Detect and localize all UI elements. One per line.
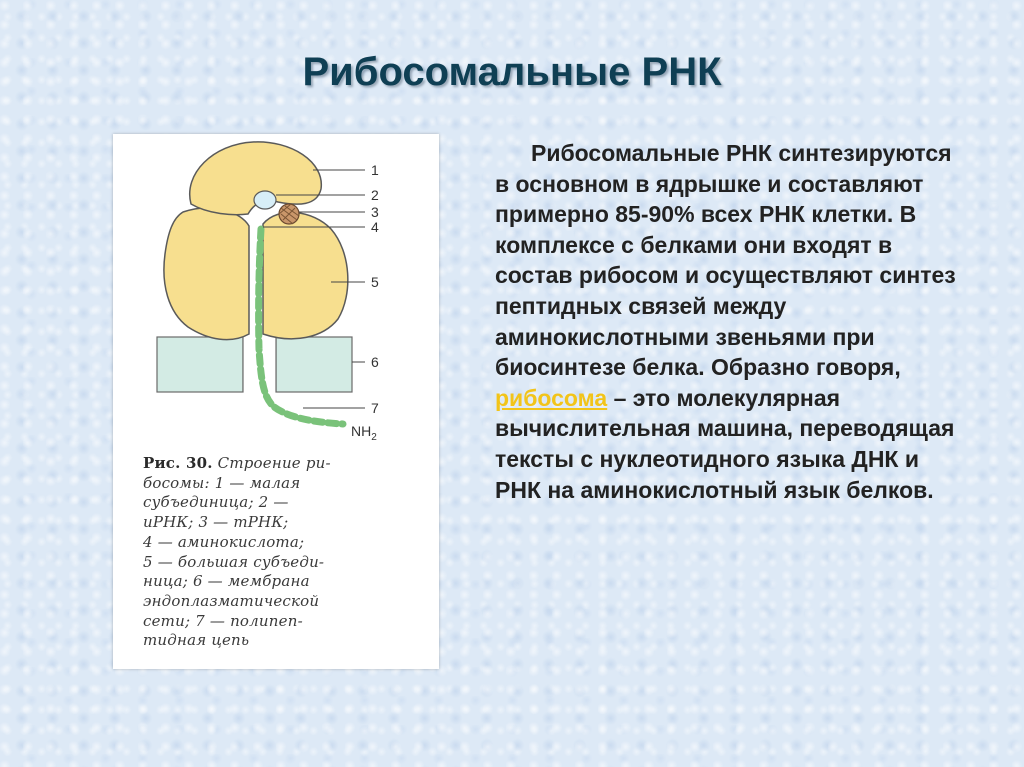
- ribosome-link[interactable]: рибосома: [495, 384, 608, 411]
- body-paragraph: [495, 138, 965, 505]
- label-7: 7: [371, 400, 379, 416]
- caption-text: Строение ри- босомы: 1 — малая субъединица; 2 — иРНК; 3 — тРНК; 4 — аминокислота; 5 — большая субъеди- ница; 6 — мембрана эндоплазматической сети; 7 — полипеп- тидная цепь: [143, 454, 331, 650]
- large-subunit-right-lobe: [263, 212, 348, 338]
- membrane-right: [276, 337, 352, 392]
- label-5: 5: [371, 274, 379, 290]
- nh2-text: NH: [351, 423, 372, 439]
- nh2-label: [351, 423, 377, 443]
- mrna-circle: [254, 191, 276, 209]
- ribosome-figure-panel: [113, 134, 439, 669]
- membrane-left: [157, 337, 243, 392]
- label-4: 4: [371, 219, 379, 235]
- nh2-subscript: 2: [371, 432, 377, 443]
- body-text-after-link: – это молекулярная вычислительная машина, переводящая тексты с нуклеотидного языка ДНК и РНК на аминокислотный язык белков.: [495, 384, 955, 503]
- ribosome-diagram: [113, 134, 439, 454]
- label-2: 2: [371, 187, 379, 203]
- caption-number: Рис. 30.: [143, 454, 213, 472]
- label-3: 3: [371, 204, 379, 220]
- figure-caption: [143, 454, 433, 651]
- slide-title: Рибосомальные РНК: [302, 50, 722, 94]
- label-1: 1: [371, 162, 379, 178]
- body-text-before-link: Рибосомальные РНК синтезируются в основном в ядрышке и составляют примерно 85-90% всех РНК клетки. В комплексе с белками они входят в состав рибосом и осуществляют синтез пептидных связей между аминокислотными звеньями при биосинтезе белка. Образно говоря,: [495, 140, 956, 381]
- large-subunit-left-lobe: [164, 208, 249, 340]
- label-6: 6: [371, 354, 379, 370]
